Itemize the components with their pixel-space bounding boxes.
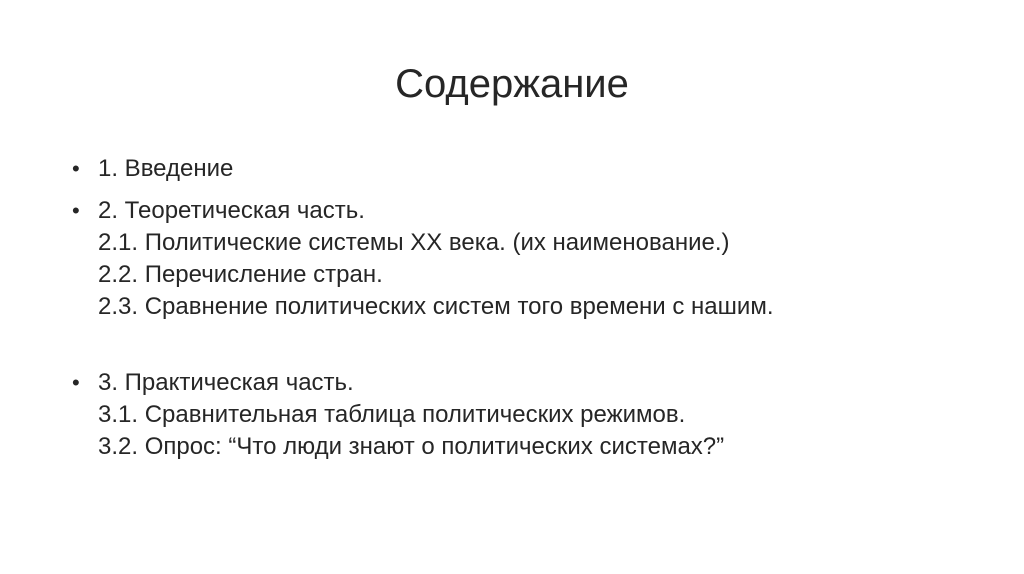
item-heading: 2. Теоретическая часть. xyxy=(98,197,365,224)
item-heading: 3. Практическая часть. xyxy=(98,369,354,396)
bullet-icon: • xyxy=(72,156,80,181)
subitem-line: 3.2. Опрос: “Что люди знают о политических системах?” xyxy=(98,433,725,460)
bullet-icon: • xyxy=(72,370,80,395)
subitem-line: 2.1. Политические системы ХХ века. (их наименование.) xyxy=(98,229,730,256)
list-item-theoretical-part xyxy=(72,195,972,323)
contents-list xyxy=(72,153,972,463)
slide-title: Содержание xyxy=(395,62,629,106)
bullet-icon: • xyxy=(72,198,80,223)
list-item-practical-part xyxy=(72,367,972,463)
item-heading: 1. Введение xyxy=(98,155,234,182)
list-item-introduction xyxy=(72,153,972,185)
subitem-line: 2.2. Перечисление стран. xyxy=(98,261,383,288)
subitem-line: 3.1. Сравнительная таблица политических режимов. xyxy=(98,401,686,428)
subitem-line: 2.3. Сравнение политических систем того времени с нашим. xyxy=(98,293,774,320)
